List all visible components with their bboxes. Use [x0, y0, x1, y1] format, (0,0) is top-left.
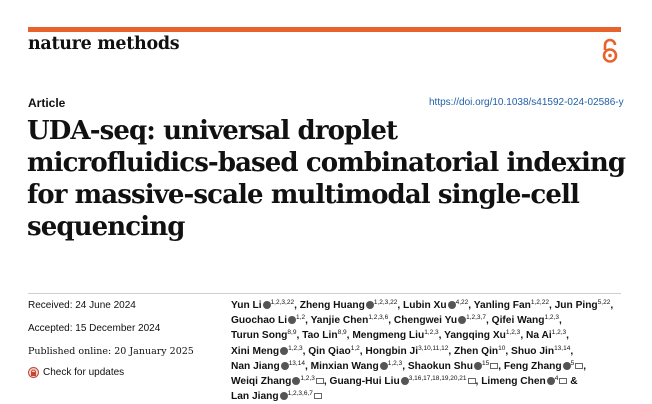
author-separator: , [302, 345, 309, 357]
received-date: Received: 24 June 2024 [28, 300, 136, 311]
affiliation-sup: 1,2,3,7 [466, 314, 486, 322]
orcid-icon[interactable] [263, 301, 271, 309]
author-name[interactable]: Qin Qiao [308, 345, 351, 357]
affiliation-sup: 1,2,3 [544, 314, 559, 322]
author-name[interactable]: Hongbin Ji [365, 345, 419, 357]
email-icon[interactable] [314, 393, 322, 399]
article-type: Article [28, 96, 66, 110]
author-name[interactable]: Nan Jiang [231, 360, 280, 372]
author-name[interactable]: Feng Zhang [503, 360, 562, 372]
affiliation-sup: 1,2,3 [387, 359, 403, 367]
title-line: UDA-seq: universal droplet [27, 116, 398, 146]
open-access-icon[interactable] [600, 38, 620, 64]
orcid-icon[interactable] [458, 316, 466, 324]
affiliation-sup: 1,2,3,6 [368, 314, 389, 322]
affiliation-sup: 8,9 [287, 329, 297, 337]
author-name[interactable]: Lan Jiang [231, 391, 279, 403]
author-separator: , [397, 300, 403, 311]
author-line [231, 313, 626, 328]
author-name[interactable]: Yanjie Chen [310, 315, 369, 327]
author-separator: , [448, 345, 454, 357]
author-name[interactable]: Lubin Xu [403, 300, 447, 311]
article-title [27, 115, 627, 243]
author-separator: , [296, 330, 303, 342]
affiliation-sup: 1,2,3 [288, 344, 303, 352]
author-name[interactable]: Zheng Huang [299, 300, 365, 311]
check-updates-icon [28, 367, 39, 378]
affiliation-sup: 1,2,3 [505, 329, 521, 337]
author-name[interactable]: Xini Meng [231, 345, 280, 357]
author-line [231, 374, 626, 389]
orcid-icon[interactable] [563, 362, 571, 370]
author-name[interactable]: Zhen Qin [453, 345, 499, 357]
orcid-icon[interactable] [281, 362, 289, 370]
author-separator: & [567, 376, 578, 388]
author-name[interactable]: Guang-Hui Liu [329, 376, 400, 388]
orcid-icon[interactable] [401, 377, 409, 385]
orcid-icon[interactable] [448, 301, 456, 309]
author-separator: , [505, 345, 512, 357]
author-separator: , [323, 376, 330, 388]
title-line: sequencing [27, 212, 185, 242]
author-separator: , [548, 300, 555, 311]
author-line [231, 298, 626, 313]
affiliation-sup: 13,14 [288, 359, 305, 367]
author-separator: , [294, 300, 300, 311]
author-line [231, 389, 626, 404]
title-line: for massive-scale multimodal single-cell [27, 180, 579, 210]
orcid-icon[interactable] [366, 301, 374, 309]
author-separator: , [402, 360, 408, 372]
affiliation-sup: 8,9 [337, 329, 347, 337]
author-name[interactable]: Jun Ping [554, 300, 598, 311]
journal-name[interactable]: nature methods [28, 34, 180, 54]
affiliation-sup: 5 [570, 359, 575, 367]
affiliation-sup: 1,2,3,22 [373, 299, 398, 306]
affiliation-sup: 1,2,22 [530, 299, 549, 306]
check-for-updates-button[interactable] [28, 367, 124, 378]
author-separator: , [305, 315, 311, 327]
affiliation-sup: 1,2,3 [300, 375, 315, 383]
author-line [231, 344, 626, 359]
affiliation-sup: 1,2 [350, 344, 360, 352]
author-name[interactable]: Na Ai [525, 330, 552, 342]
affiliation-sup: 15 [481, 359, 490, 367]
author-separator: , [498, 360, 504, 372]
affiliation-sup: 1,2,3,22 [270, 299, 295, 306]
title-line: microfluidics-based combinatorial indexing [27, 148, 626, 178]
author-line [231, 328, 626, 343]
author-separator: , [468, 300, 474, 311]
affiliation-sup: 3,16,17,18,19,20,21 [408, 375, 467, 383]
author-name[interactable]: Qifei Wang [491, 315, 545, 327]
author-name[interactable]: Yangqing Xu [444, 330, 506, 342]
author-line [231, 359, 626, 374]
affiliation-sup: 1,2 [296, 314, 306, 322]
orcid-icon[interactable] [288, 316, 296, 324]
divider [28, 293, 621, 294]
author-list [231, 298, 626, 404]
affiliation-sup: 10 [498, 344, 506, 352]
doi-link[interactable]: https://doi.org/10.1038/s41592-024-02586-y [429, 97, 624, 108]
author-name[interactable]: Chengwei Yu [393, 315, 458, 327]
author-name[interactable]: Turun Song [231, 330, 288, 342]
orcid-icon[interactable] [547, 377, 555, 385]
author-name[interactable]: Minxian Wang [310, 360, 379, 372]
affiliation-sup: 1,2,3,6,7 [287, 390, 313, 398]
author-name[interactable]: Shuo Jin [511, 345, 555, 357]
published-date: Published online: 20 January 2025 [28, 346, 194, 357]
author-name[interactable]: Mengmeng Liu [352, 330, 425, 342]
author-name[interactable]: Limeng Chen [481, 376, 546, 388]
author-separator: , [558, 315, 562, 327]
email-icon[interactable] [316, 378, 324, 384]
affiliation-sup: 3,10,11,12 [418, 344, 449, 352]
author-separator: , [346, 330, 353, 342]
author-separator: , [438, 330, 445, 342]
author-name[interactable]: Guochao Li [231, 315, 288, 327]
check-updates-label: Check for updates [43, 367, 125, 378]
author-name[interactable]: Tao Lin [302, 330, 338, 342]
journal-accent-bar [28, 27, 621, 32]
author-name[interactable]: Yun Li [231, 300, 262, 311]
author-name[interactable]: Yanling Fan [473, 300, 531, 311]
accepted-date: Accepted: 15 December 2024 [28, 323, 161, 334]
author-separator: , [359, 345, 366, 357]
author-name[interactable]: Weiqi Zhang [231, 376, 292, 388]
affiliation-sup: 1,2,3 [424, 329, 439, 337]
affiliation-sup: 1,2,3 [551, 329, 567, 337]
affiliation-sup: 4,22 [455, 299, 469, 306]
email-icon[interactable] [468, 378, 476, 384]
author-separator: , [566, 330, 569, 342]
orcid-icon[interactable] [280, 347, 288, 355]
author-name[interactable]: Shaokun Shu [407, 360, 473, 372]
affiliation-sup: 5,22 [597, 299, 611, 306]
author-separator: , [520, 330, 526, 342]
author-separator: , [610, 300, 614, 311]
author-separator: , [570, 345, 574, 357]
author-separator: , [475, 376, 482, 388]
affiliation-sup: 13,14 [554, 344, 571, 352]
affiliation-sup: 4 [554, 375, 559, 383]
orcid-icon[interactable] [474, 362, 482, 370]
author-separator: , [304, 360, 311, 372]
author-separator: , [485, 315, 492, 327]
author-separator: , [583, 360, 587, 372]
orcid-icon[interactable] [380, 362, 388, 370]
author-separator: , [388, 315, 394, 327]
orcid-icon[interactable] [280, 392, 288, 400]
